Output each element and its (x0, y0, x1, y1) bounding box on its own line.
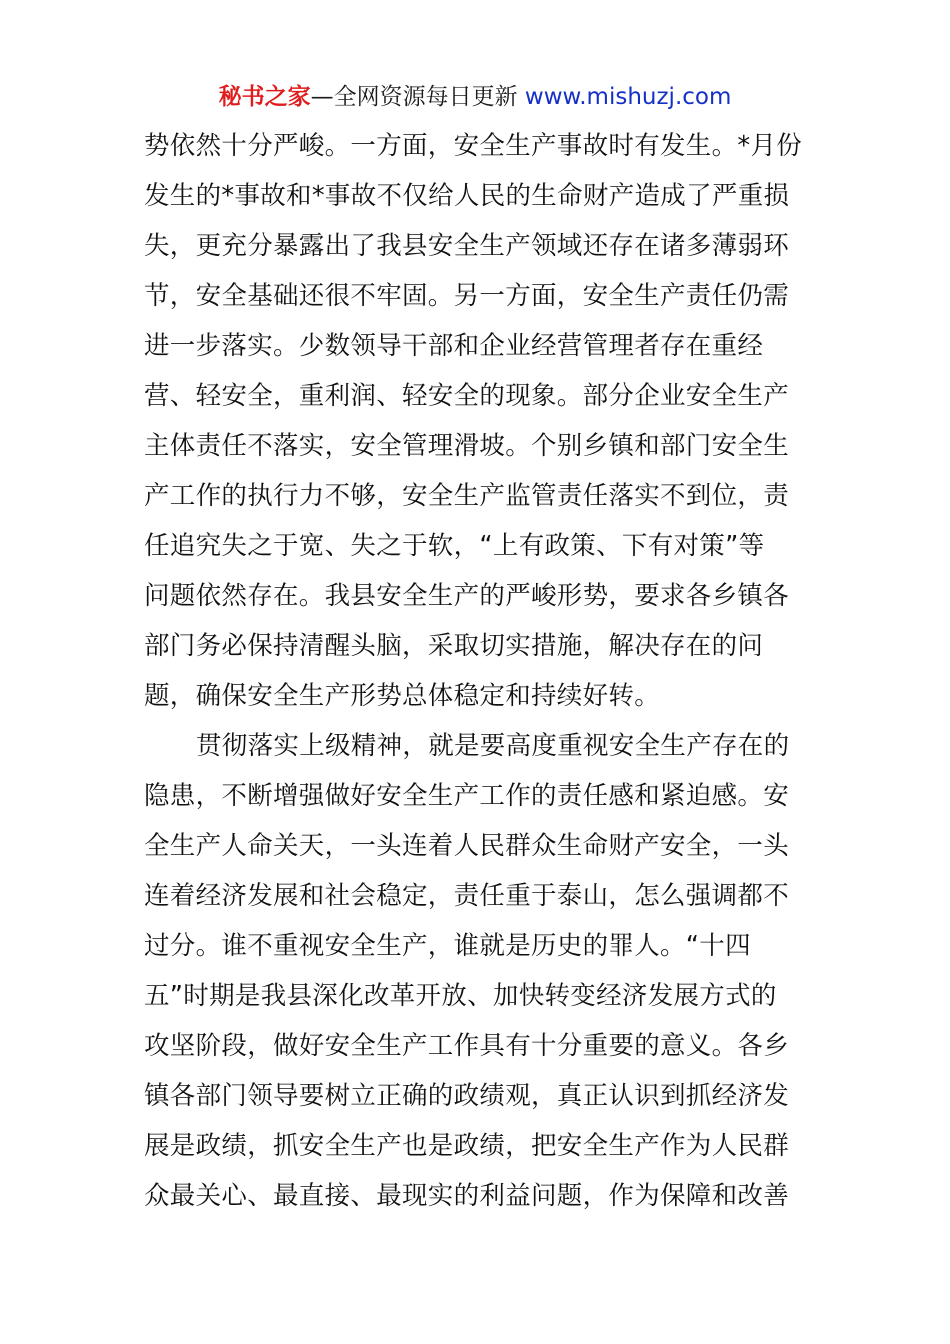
text-line: 进一步落实。少数领导干部和企业经营管理者存在重经 (144, 331, 764, 361)
text-line: 部门务必保持清醒头脑，采取切实措施，解决存在的问 (144, 631, 764, 661)
paragraph-1 (144, 121, 809, 721)
text-line: 过分。谁不重视安全生产，谁就是历史的罪人。“十四 (144, 931, 751, 961)
text-line: 展是政绩，抓安全生产也是政绩，把安全生产作为人民群 (144, 1131, 790, 1161)
site-header (0, 80, 950, 114)
document-body (144, 121, 809, 1221)
site-slogan: —全网资源每日更新 (310, 84, 518, 110)
text-line: 五”时期是我县深化改革开放、加快转变经济发展方式的 (144, 981, 777, 1011)
text-line: 题，确保安全生产形势总体稳定和持续好转。 (144, 681, 661, 711)
site-brand: 秘书之家 (218, 84, 311, 110)
text-line: 势依然十分严峻。一方面，安全生产事故时有发生。*月份 (144, 131, 803, 161)
site-url-link[interactable]: www.mishuzj.com (524, 84, 732, 110)
text-line: 产工作的执行力不够，安全生产监管责任落实不到位，责 (144, 481, 790, 511)
text-line: 失，更充分暴露出了我县安全生产领域还存在诸多薄弱环 (144, 231, 790, 261)
text-line: 全生产人命关天，一头连着人民群众生命财产安全，一头 (144, 831, 790, 861)
text-line: 连着经济发展和社会稳定，责任重于泰山，怎么强调都不 (144, 881, 790, 911)
text-line: 镇各部门领导要树立正确的政绩观，真正认识到抓经济发 (144, 1081, 790, 1111)
text-line: 任追究失之于宽、失之于软，“上有政策、下有对策”等 (144, 531, 765, 561)
text-line: 发生的*事故和*事故不仅给人民的生命财产造成了严重损 (144, 181, 790, 211)
text-line: 问题依然存在。我县安全生产的严峻形势，要求各乡镇各 (144, 581, 790, 611)
text-line: 主体责任不落实，安全管理滑坡。个别乡镇和部门安全生 (144, 431, 790, 461)
text-line: 隐患，不断增强做好安全生产工作的责任感和紧迫感。安 (144, 781, 790, 811)
paragraph-2 (144, 721, 809, 1221)
text-line: 攻坚阶段，做好安全生产工作具有十分重要的意义。各乡 (144, 1031, 790, 1061)
text-line: 众最关心、最直接、最现实的利益问题，作为保障和改善 (144, 1181, 790, 1211)
text-line: 贯彻落实上级精神，就是要高度重视安全生产存在的 (196, 731, 790, 761)
text-line: 营、轻安全，重利润、轻安全的现象。部分企业安全生产 (144, 381, 790, 411)
text-line: 节，安全基础还很不牢固。另一方面，安全生产责任仍需 (144, 281, 790, 311)
